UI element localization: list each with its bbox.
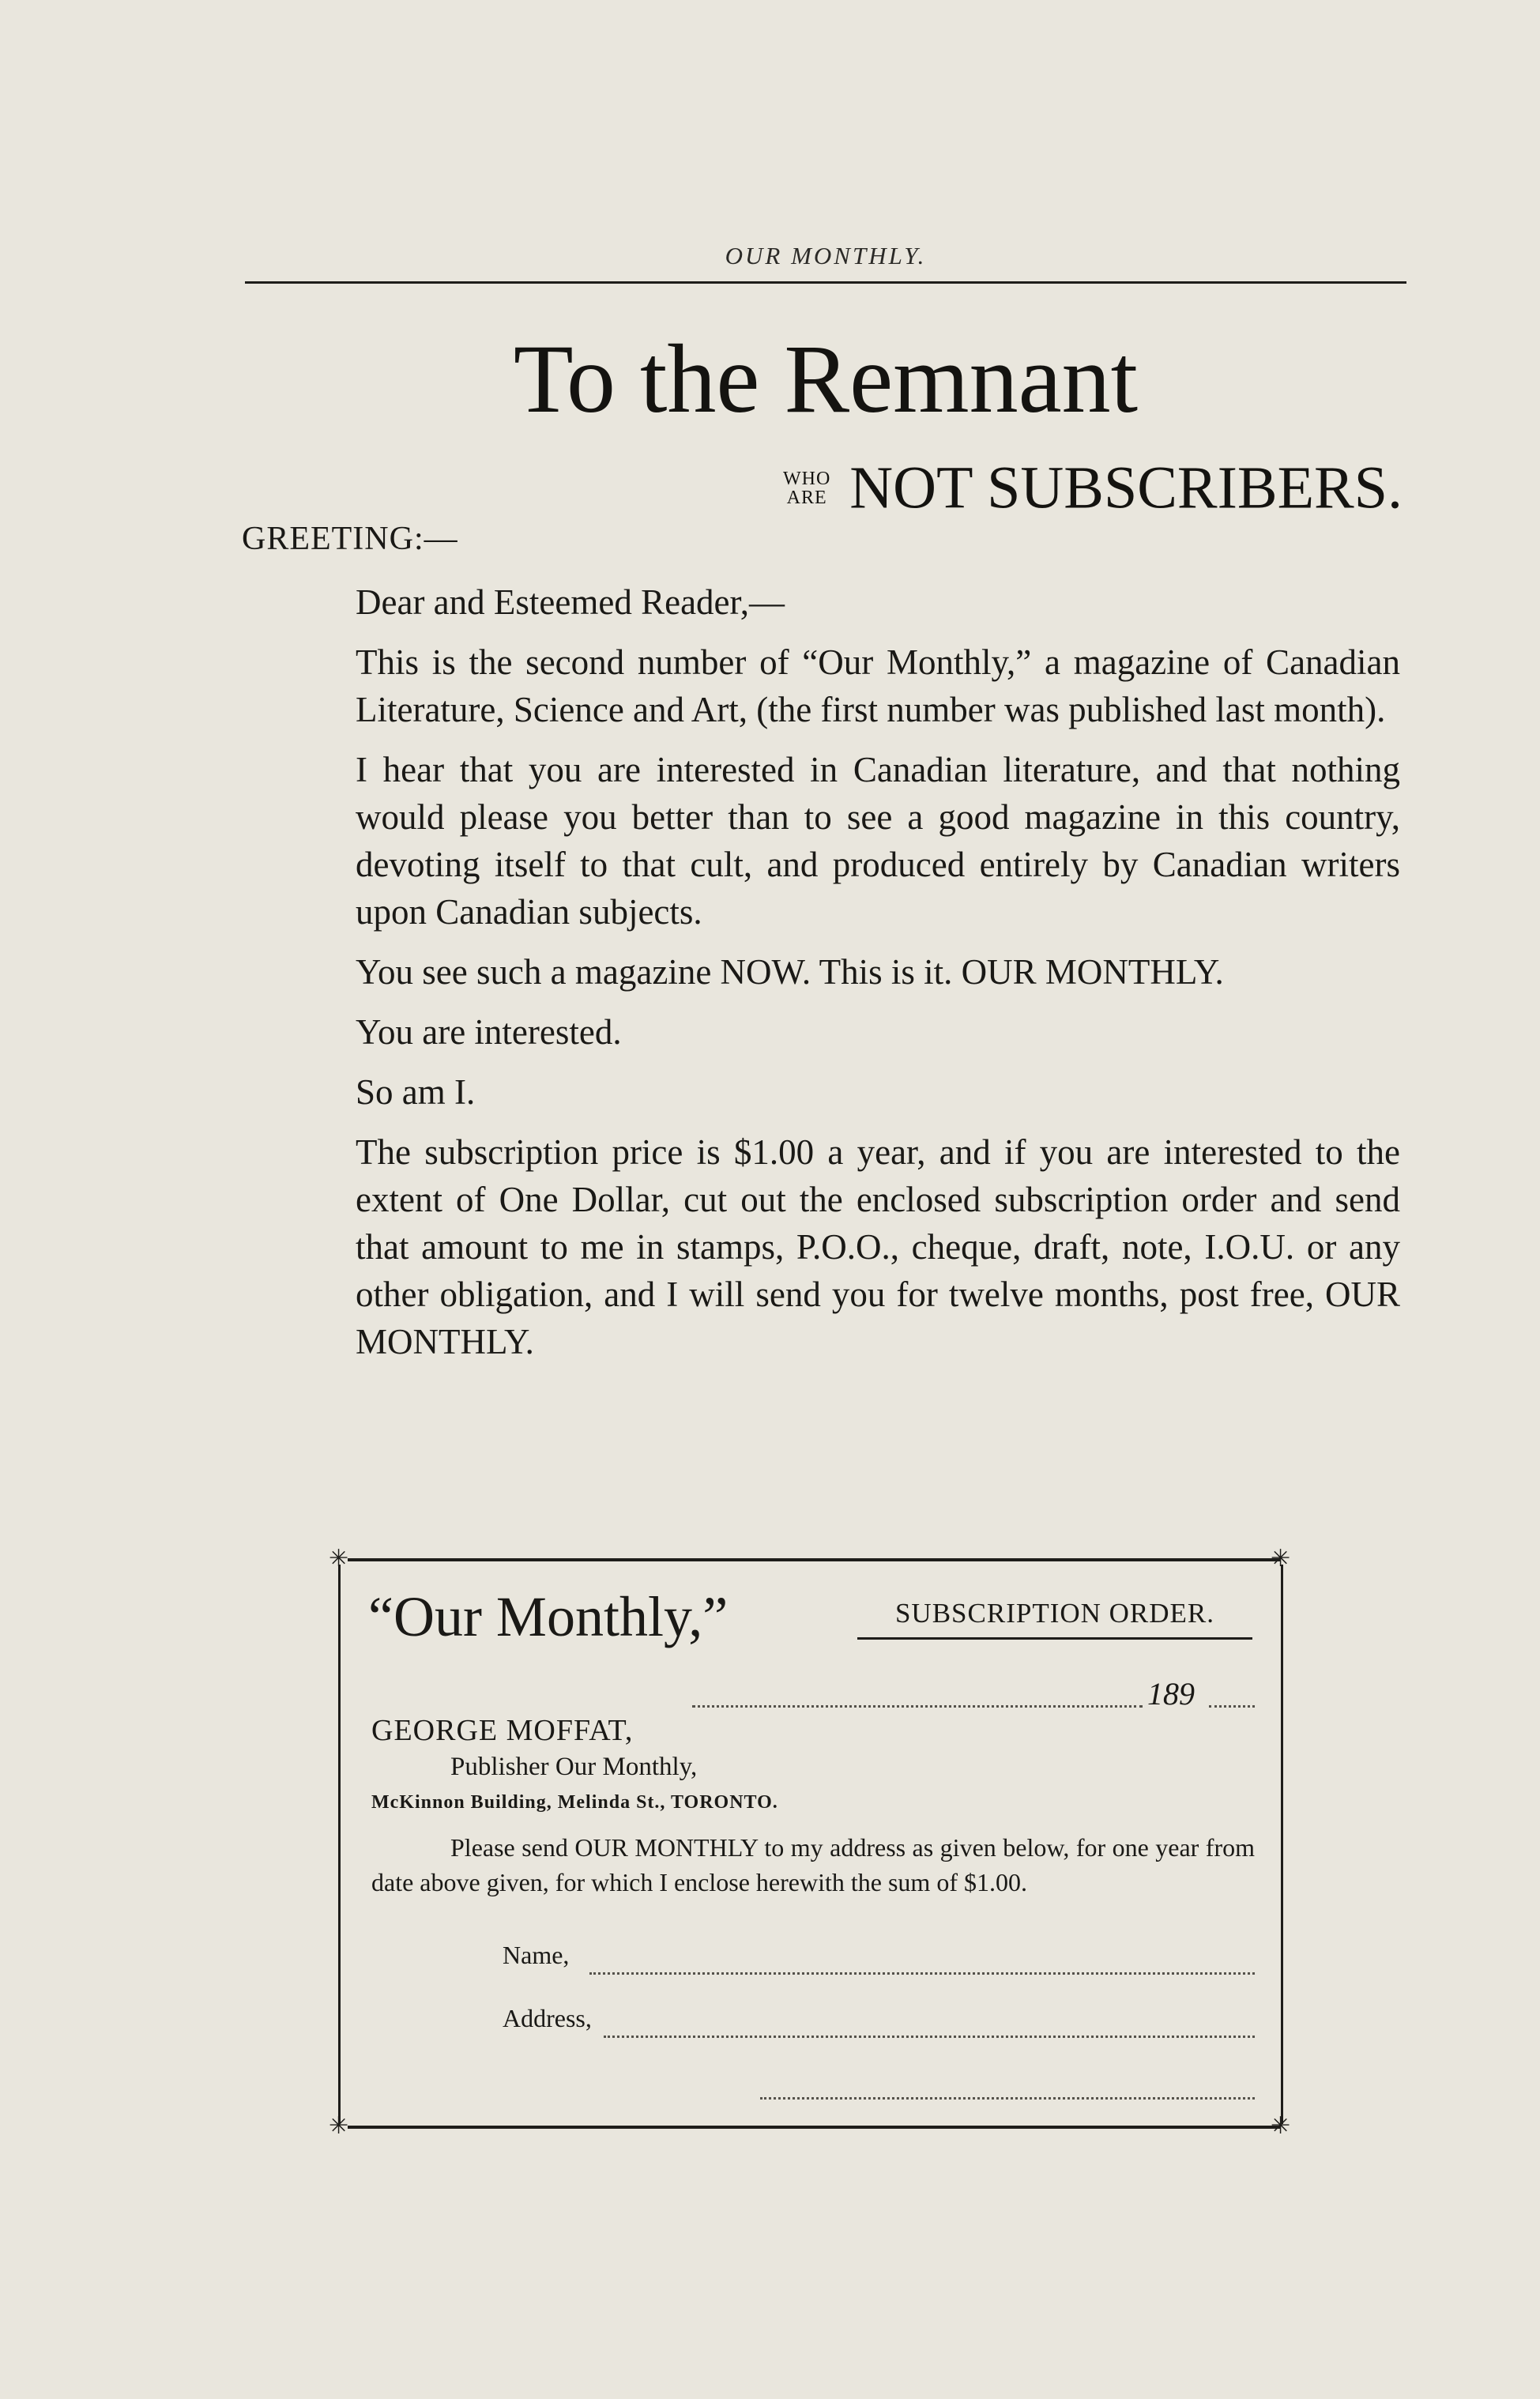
page-title: To the Remnant [513, 325, 1139, 433]
corner-star-icon: ✳ [329, 2113, 349, 2139]
header-rule [245, 281, 1406, 284]
address-field[interactable] [604, 2036, 1255, 2038]
letter-body [356, 578, 1400, 1378]
publisher-address: McKinnon Building, Melinda St., TORONTO. [371, 1792, 778, 1813]
paragraph-salutation: Dear and Esteemed Reader,— [356, 582, 785, 622]
subtitle-stack-top: WHO [782, 468, 831, 489]
coupon-title: “Our Monthly,” [368, 1585, 729, 1648]
corner-star-icon: ✳ [1271, 1546, 1291, 1572]
paragraph: I hear that you are interested in Canadian literature, and that nothing would please you better than to see a good magazine in this country, devoting itself to that cult, and produced entirely by Canadian writers upon Canadian subjects. [356, 750, 1400, 932]
name-label: Name, [503, 1941, 570, 1969]
greeting: GREETING:— [242, 521, 458, 557]
paragraph: The subscription price is $1.00 a year, and if you are interested to the extent of One Dollar, cut out the enclosed subscription order and send that amount to me in stamps, P.O.O., cheque, draft, note, I.O.U. or any other obligation, and I will send you for twelve months, post free, OUR MONTHLY. [356, 1132, 1400, 1361]
paragraph: You see such a magazine NOW. This is it. OUR MONTHLY. [356, 952, 1224, 992]
order-request-text: Please send OUR MONTHLY to my address as given below, for one year from date above given, for which I enclose herewith the sum of $1.00. [371, 1833, 1255, 1896]
address-field-line-2[interactable] [760, 2097, 1255, 2100]
subtitle [782, 452, 1403, 522]
date-year-prefix: 189 [1147, 1676, 1195, 1712]
name-field[interactable] [589, 1972, 1255, 1975]
date-field[interactable] [692, 1705, 1143, 1708]
coupon-heading: SUBSCRIPTION ORDER. [857, 1598, 1252, 1640]
corner-star-icon: ✳ [329, 1546, 349, 1572]
running-head: OUR MONTHLY. [725, 242, 927, 269]
subtitle-stack-bottom: ARE [786, 487, 827, 508]
coupon-border-bottom [348, 2126, 1280, 2129]
publisher-name: GEORGE MOFFAT, [371, 1714, 634, 1747]
address-label: Address, [503, 2004, 592, 2032]
paragraph: You are interested. [356, 1012, 622, 1052]
coupon-border-top [348, 1558, 1280, 1561]
subtitle-stack [783, 469, 830, 507]
publisher-title: Publisher Our Monthly, [450, 1753, 698, 1781]
paragraph: So am I. [356, 1072, 476, 1112]
subtitle-main: NOT SUBSCRIBERS. [849, 454, 1403, 522]
corner-star-icon: ✳ [1271, 2113, 1291, 2139]
coupon-border-left [338, 1565, 341, 2124]
coupon-border-right [1281, 1565, 1283, 2124]
date-year-suffix-field[interactable] [1209, 1705, 1255, 1708]
paragraph: This is the second number of “Our Monthly,” a magazine of Canadian Literature, Science and Art, (the first number was published last month). [356, 642, 1400, 729]
